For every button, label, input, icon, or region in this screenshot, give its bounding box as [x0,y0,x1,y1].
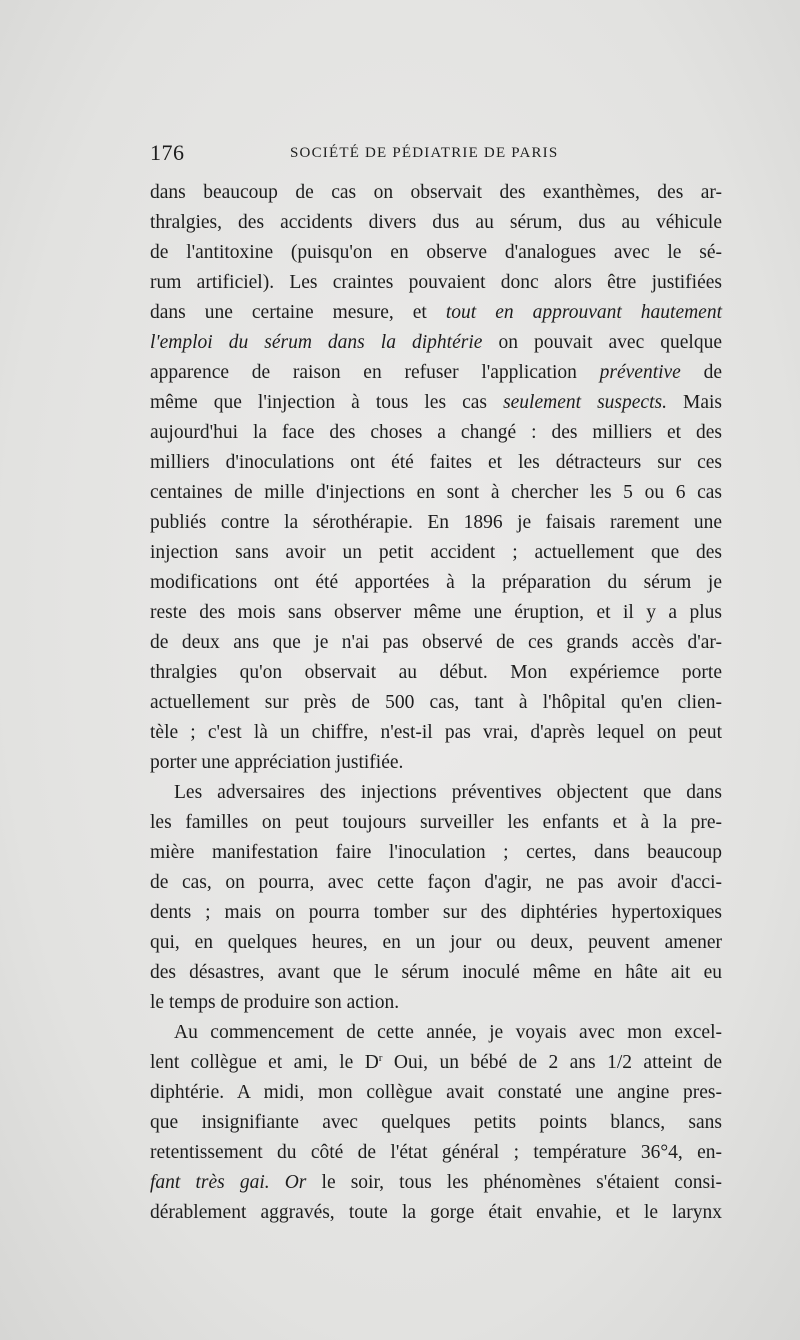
text-line [150,388,722,418]
text-line: modifications ont été apportées à la préparation du sérum je [150,572,722,593]
text-span: dans une certaine mesure, et [150,302,446,323]
text-line: dents ; mais on pourra tomber sur des diphtéries hypertoxiques [150,902,722,923]
page-header [150,140,710,170]
text-line: des désastres, avant que le sérum inoculé même en hâte ait eu [150,962,722,983]
text-line: diphtérie. A midi, mon collègue avait constaté une angine pres- [150,1082,722,1103]
text-line [150,1048,722,1078]
text-span: on pouvait avec quelque [482,332,723,353]
text-span: lent collègue et ami, le D [150,1052,379,1073]
text-line: aujourd'hui la face des choses a changé : des milliers et des [150,422,722,443]
text-line: Les adversaires des injections préventives objectent que dans [174,782,722,803]
text-line: thralgies, des accidents divers dus au sérum, dus au véhicule [150,212,722,233]
text-line: thralgies qu'on observait au début. Mon expériemce porte [150,662,722,683]
text-line: tèle ; c'est là un chiffre, n'est-il pas vrai, d'après lequel on peut [150,722,722,743]
text-line [150,358,722,388]
text-line: dans beaucoup de cas on observait des exanthèmes, des ar- [150,182,722,203]
text-line: rum artificiel). Les craintes pouvaient donc alors être justifiées [150,272,722,293]
text-span: Mais [666,392,723,413]
text-line: dérablement aggravés, toute la gorge était envahie, et le larynx [150,1202,722,1223]
text-line: injection sans avoir un petit accident ; actuellement que des [150,542,722,563]
italic-span: seulement suspects. [503,392,667,413]
text-line: de cas, on pourra, avec cette façon d'agir, ne pas avoir d'acci- [150,872,722,893]
text-span: de [680,362,722,383]
text-line: de deux ans que je n'ai pas observé de ces grands accès d'ar- [150,632,722,653]
text-line: reste des mois sans observer même une éruption, et il y a plus [150,602,722,623]
text-line: de l'antitoxine (puisqu'on en observe d'analogues avec le sé- [150,242,722,263]
text-line: qui, en quelques heures, en un jour ou deux, peuvent amener [150,932,722,953]
italic-span: fant très gai. Or [150,1172,307,1193]
running-title: SOCIÉTÉ DE PÉDIATRIE DE PARIS [290,145,559,161]
text-line: publiés contre la sérothérapie. En 1896 je faisais rarement une [150,512,722,533]
text-line: milliers d'inoculations ont été faites et les détracteurs sur ces [150,452,722,473]
text-line: que insignifiante avec quelques petits points blancs, sans [150,1112,722,1133]
italic-span: l'emploi du sérum dans la diphtérie [150,332,483,353]
page-number: 176 [150,140,185,165]
italic-span: préventive [599,362,681,383]
text-line: les familles on peut toujours surveiller les enfants et à la pre- [150,812,722,833]
text-line: Au commencement de cette année, je voyais avec mon excel- [174,1022,722,1043]
text-span: le soir, tous les phénomènes s'étaient consi- [306,1172,722,1193]
text-line: porter une appréciation justifiée. [150,752,404,773]
text-line [150,1168,722,1198]
text-span: même que l'injection à tous les cas [150,392,504,413]
text-line: retentissement du côté de l'état général ; température 36°4, en- [150,1142,722,1163]
text-line [150,298,722,328]
text-line [150,328,722,358]
text-line: le temps de produire son action. [150,992,400,1013]
body-text [150,178,722,1228]
superscript: r [378,1052,383,1064]
text-span: apparence de raison en refuser l'application [150,362,600,383]
text-line: centaines de mille d'injections en sont à chercher les 5 ou 6 cas [150,482,722,503]
text-span: Oui, un bébé de 2 ans 1/2 atteint de [382,1052,722,1073]
text-line: actuellement sur près de 500 cas, tant à l'hôpital qu'en clien- [150,692,722,713]
italic-span: tout en approuvant hautement [445,302,723,323]
text-line: mière manifestation faire l'inoculation ; certes, dans beaucoup [150,842,722,863]
